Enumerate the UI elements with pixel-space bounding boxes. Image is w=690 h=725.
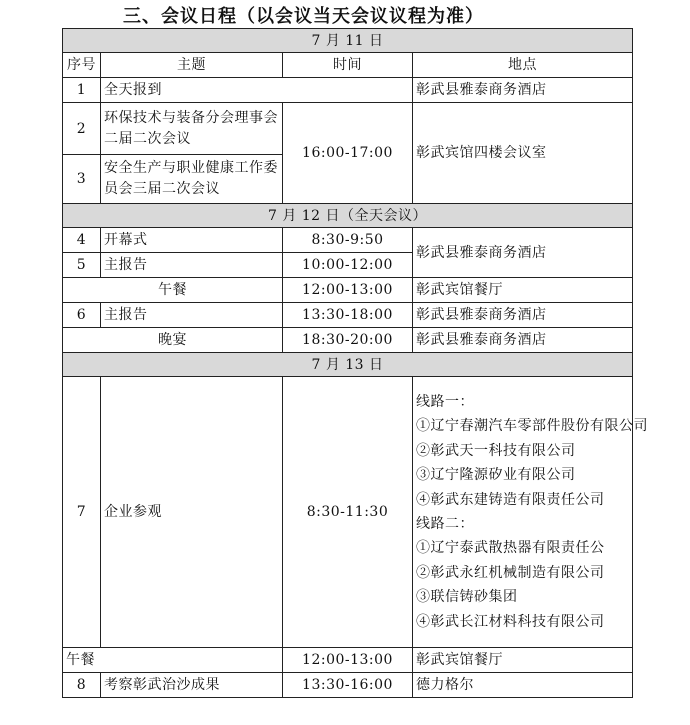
row-time: 10:00-12:00 — [283, 253, 413, 278]
row-place: 彰武县雅泰商务酒店 — [413, 78, 633, 103]
row-topic: 环保技术与装备分会理事会二届二次会议 — [101, 103, 283, 155]
row-time: 8:30-11:30 — [283, 377, 413, 648]
day-header-row — [63, 204, 633, 228]
day-header-row — [63, 29, 633, 53]
table-row — [63, 673, 633, 698]
row-topic: 企业参观 — [101, 377, 283, 648]
row-number: 6 — [63, 303, 101, 328]
table-row — [63, 103, 633, 155]
row-number: 8 — [63, 673, 101, 698]
row-number: 4 — [63, 228, 101, 253]
row-number: 3 — [63, 155, 101, 204]
row-time: 18:30-20:00 — [283, 328, 413, 353]
route-stop: ②彰武天一科技有限公司 — [416, 442, 576, 459]
day-header: 7 月 12 日（全天会议） — [63, 204, 633, 228]
route-title: 线路二： — [416, 516, 474, 532]
row-topic: 考察彰武治沙成果 — [101, 673, 283, 698]
row-number: 2 — [63, 103, 101, 155]
route-stops — [416, 390, 648, 634]
row-topic: 全天报到 — [101, 78, 413, 103]
schedule-table — [62, 28, 648, 698]
row-time: 16:00-17:00 — [283, 103, 413, 204]
row-topic: 开幕式 — [101, 228, 283, 253]
row-time: 13:30-18:00 — [283, 303, 413, 328]
day-header: 7 月 11 日 — [63, 29, 633, 53]
row-number: 5 — [63, 253, 101, 278]
row-place: 彰武县雅泰商务酒店 — [413, 328, 633, 353]
day-header-row — [63, 353, 633, 377]
row-topic: 安全生产与职业健康工作委员会三届二次会议 — [101, 155, 283, 204]
route-stop: ①辽宁泰武散热器有限责任公 — [416, 540, 605, 557]
table-row — [63, 648, 633, 673]
column-header: 时间 — [283, 53, 413, 78]
row-time: 12:00-13:00 — [283, 648, 413, 673]
row-time: 12:00-13:00 — [283, 278, 413, 303]
route-stop: ①辽宁春潮汽车零部件股份有限公司 — [416, 418, 648, 435]
table-row — [63, 328, 633, 353]
row-number: 7 — [63, 377, 101, 648]
row-place: 彰武县雅泰商务酒店 — [413, 228, 633, 278]
row-place: 德力格尔 — [413, 673, 633, 698]
row-place: 彰武县雅泰商务酒店 — [413, 303, 633, 328]
route-stop: ③辽宁隆源矽业有限公司 — [416, 467, 576, 484]
row-time: 13:30-16:00 — [283, 673, 413, 698]
table-row — [63, 228, 633, 253]
route-stop: ④彰武长江材料科技有限公司 — [416, 613, 605, 630]
table-row — [63, 377, 633, 648]
column-header: 地点 — [413, 53, 633, 78]
table-row — [63, 78, 633, 103]
row-topic: 晚宴 — [63, 328, 283, 353]
row-place: 彰武宾馆餐厅 — [413, 278, 633, 303]
row-time: 8:30-9:50 — [283, 228, 413, 253]
route-stop: ④彰武东建铸造有限责任公司 — [416, 491, 605, 508]
row-place: 彰武宾馆餐厅 — [413, 648, 633, 673]
row-topic: 午餐 — [63, 648, 283, 673]
column-header: 主题 — [101, 53, 283, 78]
row-topic: 主报告 — [101, 253, 283, 278]
route-list — [413, 377, 648, 648]
column-header-row — [63, 53, 633, 78]
section-heading: 三、会议日程（以会议当天会议议程为准） — [123, 6, 484, 27]
route-title: 线路一： — [416, 393, 474, 410]
row-topic: 主报告 — [101, 303, 283, 328]
route-stop: ③联信铸砂集团 — [416, 589, 518, 606]
column-header: 序号 — [63, 53, 101, 78]
day-header: 7 月 13 日 — [63, 353, 633, 377]
table-row — [63, 303, 633, 328]
row-topic: 午餐 — [63, 278, 283, 303]
row-place: 彰武宾馆四楼会议室 — [413, 103, 633, 204]
route-stop: ②彰武永红机械制造有限公司 — [416, 564, 605, 581]
table-row — [63, 278, 633, 303]
row-number: 1 — [63, 78, 101, 103]
